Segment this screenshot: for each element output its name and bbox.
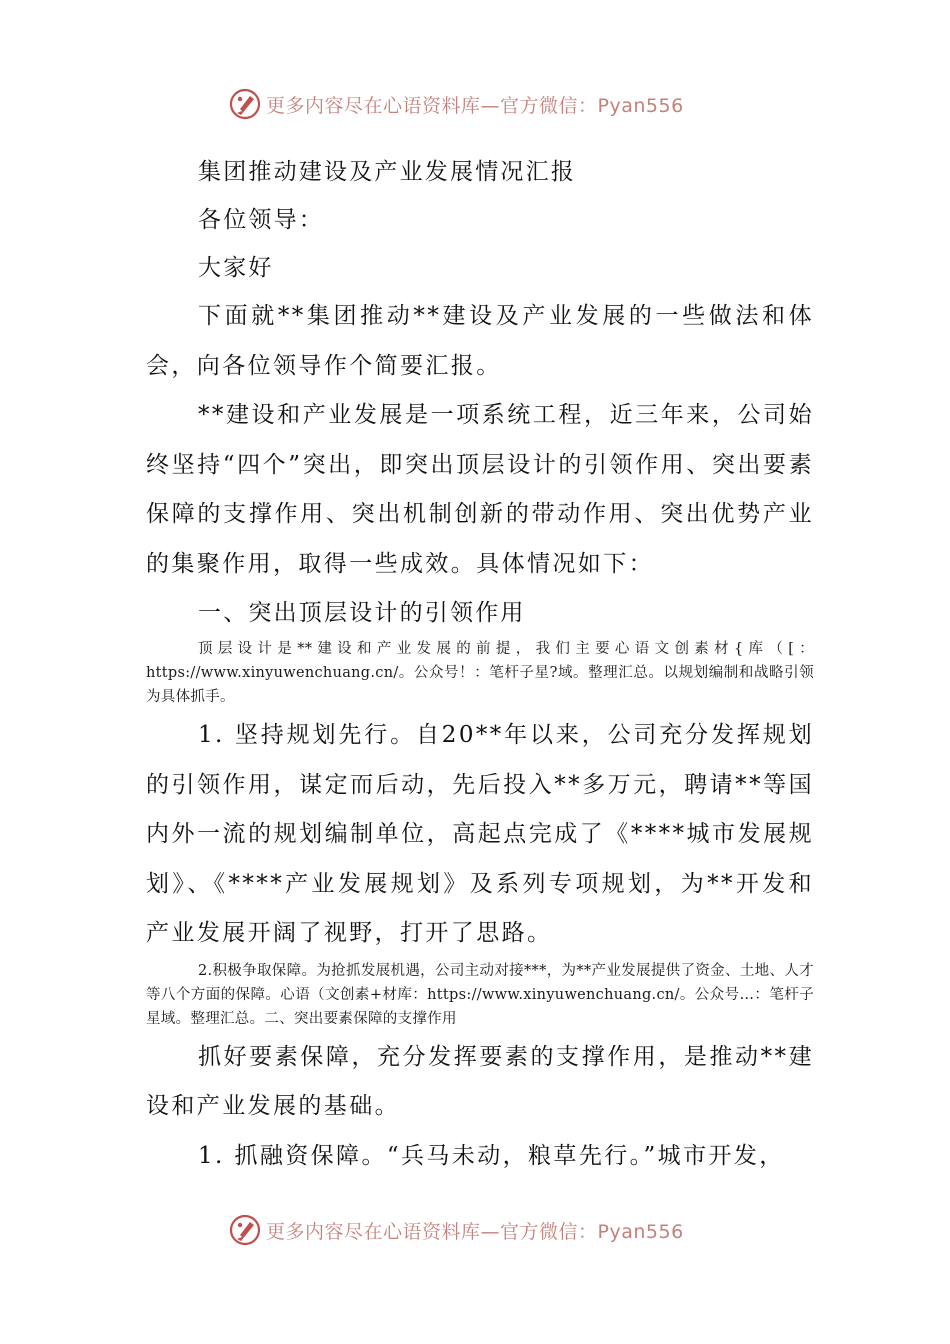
overview-paragraph: **建设和产业发展是一项系统工程，近三年来，公司始终坚持“四个”突出，即突出顶层设计的引领作用、突出要素保障的支撑作用、突出机制创新的带动作用、突出优势产业的集聚作用，取得一些成效。具体情况如下：	[146, 402, 814, 577]
watermark-banner-top	[228, 84, 748, 124]
greeting: 大家好	[198, 255, 274, 281]
item-2-paragraph: 1. 抓融资保障。“兵马未动，粮草先行。”城市开发，	[198, 1142, 785, 1169]
watermark-banner-bottom	[228, 1210, 748, 1250]
section-1-heading: 一、突出顶层设计的引领作用	[198, 600, 526, 626]
pen-circle-logo-icon	[228, 87, 262, 121]
salutation: 各位领导：	[198, 207, 324, 233]
section-2-intro-paragraph: 抓好要素保障，充分发挥要素的支撑作用，是推动**建设和产业发展的基础。	[146, 1043, 814, 1119]
watermark-text: 更多内容尽在心语资料库—官方微信：Pyan556	[266, 94, 684, 117]
intro-paragraph: 下面就**集团推动**建设及产业发展的一些做法和体会，向各位领导作个简要汇报。	[146, 303, 814, 379]
note-paragraph-1: 顶层设计是**建设和产业发展的前提，我们主要心语文创素材{库（[：https://www.xinyuwenchuang.cn/。公众号！：笔杆子星?域。整理汇总。以规划编制和战略引领为具体抓手。	[146, 641, 814, 705]
pen-circle-logo-icon	[228, 1213, 262, 1247]
document-title: 集团推动建设及产业发展情况汇报	[198, 159, 576, 185]
note-paragraph-2: 2.积极争取保障。为抢抓发展机遇，公司主动对接***，为**产业发展提供了资金、土地、人才等八个方面的保障。心语（文创素+材库：https://www.xinyuwenchuang.cn/。公众号…：笔杆子星域。整理汇总。二、突出要素保障的支撑作用	[146, 962, 814, 1027]
item-1-paragraph: 1. 坚持规划先行。自20**年以来，公司充分发挥规划的引领作用，谋定而后动，先后投入**多万元，聘请**等国内外一流的规划编制单位，高起点完成了《****城市发展规划》、《****产业发展规划》及系列专项规划，为**开发和产业发展开阔了视野，打开了思路。	[146, 722, 814, 946]
document-body	[146, 148, 814, 1181]
watermark-text: 更多内容尽在心语资料库—官方微信：Pyan556	[266, 1220, 684, 1243]
